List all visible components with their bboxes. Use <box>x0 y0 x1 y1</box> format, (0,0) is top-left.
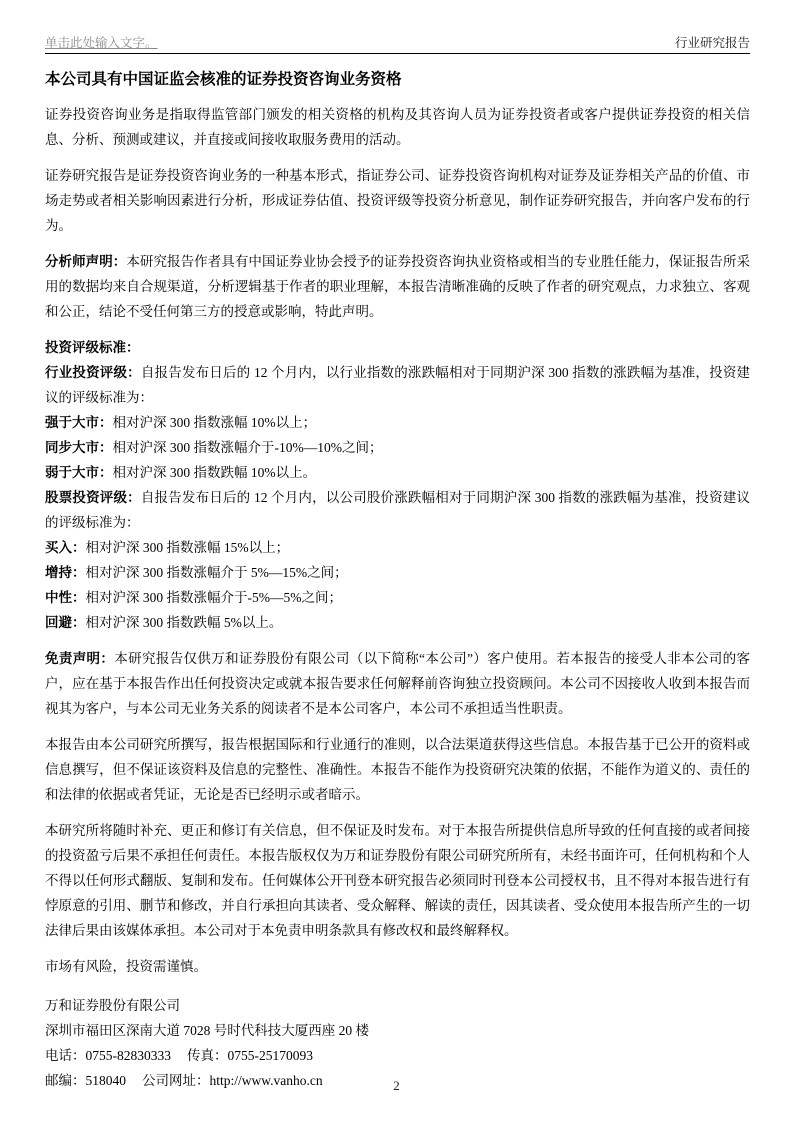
rating-text: 相对沪深 300 指数涨幅 10%以上； <box>112 415 317 430</box>
company-phone-fax-line <box>45 1043 750 1068</box>
rating-lead: 回避： <box>45 615 86 630</box>
company-name: 万和证券股份有限公司 <box>45 998 180 1013</box>
rating-standards-heading-line <box>45 335 750 360</box>
rating-line-avoid <box>45 610 750 635</box>
risk-warning: 市场有风险，投资需谨慎。 <box>45 959 207 974</box>
rating-lead: 买入： <box>45 540 86 555</box>
stock-rating-text: 自报告发布日后的 12 个月内，以公司股价涨跌幅相对于同期沪深 300 指数的涨跌幅为基准，投资建议的评级标准为： <box>45 490 751 530</box>
paragraph-copyright: 本研究所将随时补充、更正和修订有关信息，但不保证及时发布。对于本报告所提供信息所导致的任何直接的或者间接的投资盈亏后果不承担任何责任。本报告版权仅为万和证券股份有限公司研究所所有，未经书面许可，任何机构和个人不得以任何形式翻版、复制和发布。任何媒体公开刊登本研究报告必须同时刊登本公司授权书，且不得对本报告进行有悖原意的引用、删节和修改，并自行承担向其读者、受众解释、解读的责任，因其读者、受众使用本报告所产生的一切法律后果由该媒体承担。本公司对于本免责申明条款具有修改权和最终解释权。 <box>45 823 750 938</box>
rating-lead: 增持： <box>45 565 86 580</box>
rating-lead: 同步大市： <box>45 440 113 455</box>
rating-line-overweight <box>45 560 750 585</box>
analyst-statement-text: 本研究报告作者具有中国证券业协会授予的证券投资咨询执业资格或相当的专业胜任能力，保证报告所采用的数据均来自合规渠道，分析逻辑基于作者的职业理解，本报告清晰准确的反映了作者的研究观点，力求独立、客观和公正，结论不受任何第三方的授意或影响，特此声明。 <box>45 254 751 319</box>
disclaimer-text: 本研究报告仅供万和证券股份有限公司（以下简称“本公司”）客户使用。若本报告的接受人非本公司的客户，应在基于本报告作出任何投资决定或就本报告要求任何解释前咨询独立投资顾问。本公司不因接收人收到本报告而视其为客户，与本公司无业务关系的阅读者不是本公司客户，本公司不承担适当性职责。 <box>45 651 751 716</box>
fax-label: 传真： <box>187 1048 228 1063</box>
industry-rating-text: 自报告发布日后的 12 个月内，以行业指数的涨跌幅相对于同期沪深 300 指数的涨跌幅为基准，投资建议的评级标准为： <box>45 365 751 405</box>
rating-standards-heading: 投资评级标准： <box>45 340 140 355</box>
rating-text: 相对沪深 300 指数涨幅介于-5%—5%之间； <box>85 590 342 605</box>
rating-text: 相对沪深 300 指数跌幅 10%以上。 <box>112 465 317 480</box>
phone-label: 电话： <box>45 1048 86 1063</box>
stock-rating-lead: 股票投资评级： <box>45 490 141 505</box>
stock-rating-line <box>45 485 750 535</box>
rating-text: 相对沪深 300 指数涨幅 15%以上； <box>85 540 290 555</box>
header-report-type: 行业研究报告 <box>674 36 750 50</box>
phone-number: 0755-82830333 <box>85 1048 171 1063</box>
rating-text: 相对沪深 300 指数涨幅介于 5%—15%之间； <box>85 565 348 580</box>
website-label: 公司网址： <box>142 1073 210 1088</box>
rating-line-inline <box>45 435 750 460</box>
website-url: http://www.vanho.cn <box>209 1073 323 1088</box>
rating-text: 相对沪深 300 指数涨幅介于-10%—10%之间； <box>112 440 383 455</box>
rating-line-buy <box>45 535 750 560</box>
rating-lead: 中性： <box>45 590 86 605</box>
zip-label: 邮编： <box>45 1073 86 1088</box>
company-address: 深圳市福田区深南大道 7028 号时代科技大厦西座 20 楼 <box>45 1023 369 1038</box>
qualification-title: 本公司具有中国证监会核准的证券投资咨询业务资格 <box>45 71 402 88</box>
rating-line-underperform <box>45 460 750 485</box>
page-header <box>45 34 750 54</box>
industry-rating-line <box>45 360 750 410</box>
paragraph-report-definition: 证券研究报告是证券投资咨询业务的一种基本形式，指证券公司、证券投资咨询机构对证券及证券相关产品的价值、市场走势或者相关影响因素进行分析，形成证券估值、投资评级等投资分析意见，制作证券研究报告，并向客户发布的行为。 <box>45 168 750 233</box>
industry-rating-lead: 行业投资评级： <box>45 365 141 380</box>
rating-lead: 弱于大市： <box>45 465 113 480</box>
rating-line-outperform <box>45 410 750 435</box>
analyst-statement-lead: 分析师声明： <box>45 254 127 269</box>
fax-number: 0755-25170093 <box>227 1048 313 1063</box>
page-number: 2 <box>393 1078 400 1093</box>
rating-text: 相对沪深 300 指数跌幅 5%以上。 <box>85 615 283 630</box>
rating-lead: 强于大市： <box>45 415 113 430</box>
disclaimer-lead: 免责声明： <box>45 651 115 666</box>
paragraph-advisory-definition: 证券投资咨询业务是指取得监管部门颁发的相关资格的机构及其咨询人员为证券投资者或客户提供证券投资的相关信息、分析、预测或建议，并直接或间接收取服务费用的活动。 <box>45 107 750 147</box>
rating-line-neutral <box>45 585 750 610</box>
paragraph-disclaimer <box>45 646 750 721</box>
zip-code: 518040 <box>85 1073 126 1088</box>
paragraph-report-basis: 本报告由本公司研究所撰写，报告根据国际和行业通行的准则，以合法渠道获得这些信息。本报告基于已公开的资料或信息撰写，但不保证该资料及信息的完整性、准确性。本报告不能作为投资研究决策的依据，不能作为道义的、责任的和法律的依据或者凭证，无论是否已经明示或者暗示。 <box>45 737 750 802</box>
header-text-placeholder[interactable]: 单击此处输入文字。 <box>45 36 158 50</box>
paragraph-analyst-statement <box>45 249 750 324</box>
rating-standards-block <box>45 335 750 635</box>
